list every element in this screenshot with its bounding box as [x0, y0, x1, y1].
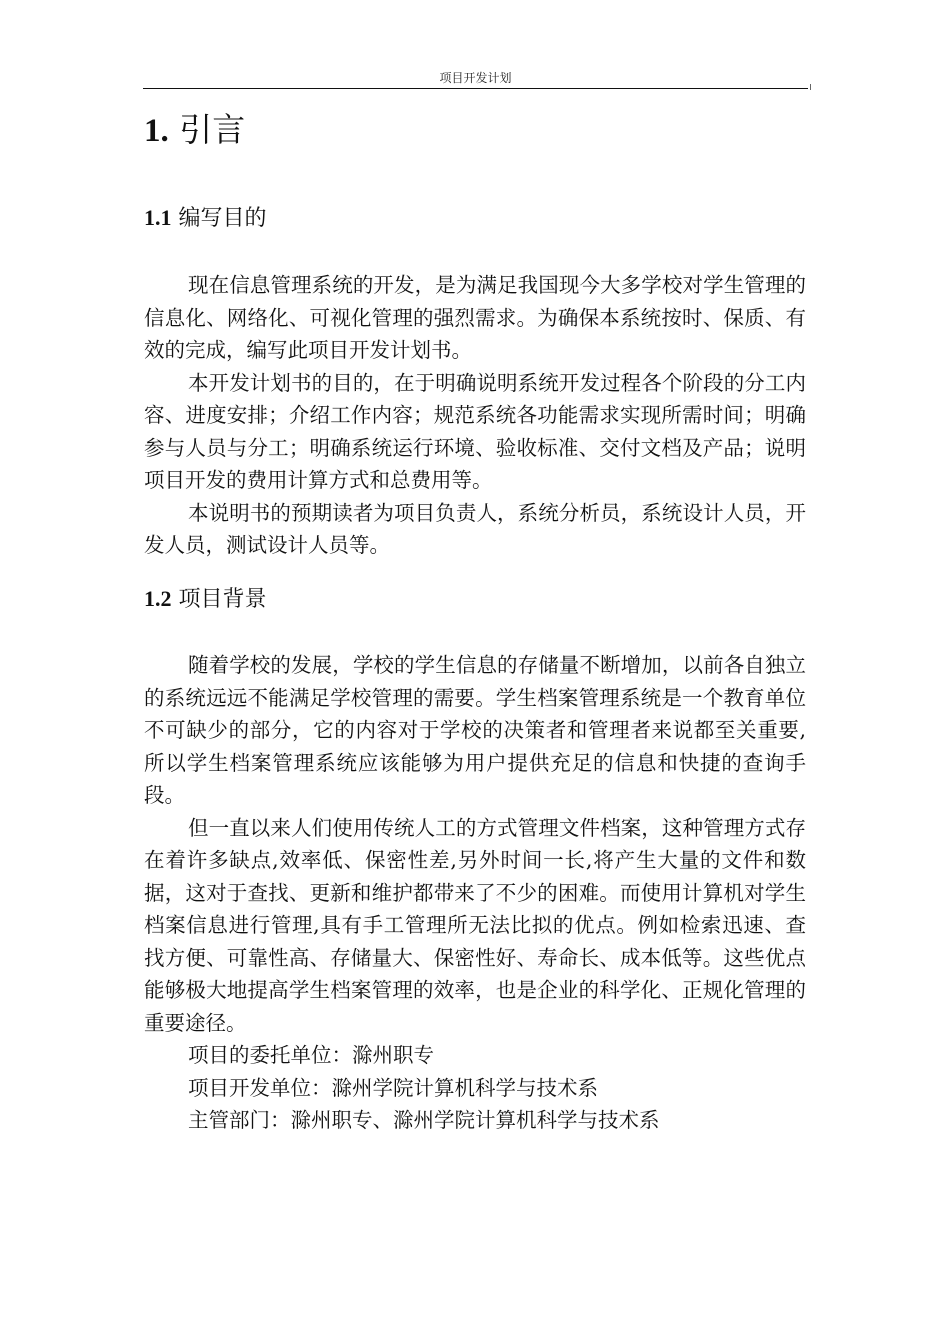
paragraph: 随着学校的发展，学校的学生信息的存储量不断增加，以前各自独立的系统远远不能满足学校管理的需要。学生档案管理系统是一个教育单位不可缺少的部分，它的内容对于学校的决策者和管理者来说都至关重要,所以学生档案管理系统应该能够为用户提供充足的信息和快捷的查询手段。: [144, 653, 806, 807]
client-unit-line: 项目的委托单位：滁州职专: [188, 1043, 434, 1067]
section-1-number: 1.: [144, 113, 169, 149]
section-1-2-heading: [144, 584, 267, 615]
section-1-2-title: 项目背景: [178, 587, 267, 612]
running-header: 项目开发计划: [439, 71, 512, 85]
developer-unit-line: 项目开发单位：滁州学院计算机科学与技术系: [188, 1075, 598, 1100]
header-rule: [143, 88, 808, 89]
paragraph: 但一直以来人们使用传统人工的方式管理文件档案，这种管理方式存在着许多缺点,效率低、保密性差,另外时间一长,将产生大量的文件和数据，这对于查找、更新和维护都带来了不少的困难。而使用计算机对学生档案信息进行管理,具有手工管理所无法比拟的优点。例如检索迅速、查找方便、可靠性高、存储量大、保密性好、寿命长、成本低等。这些优点能够极大地提高学生档案管理的效率，也是企业的科学化、正规化管理的重要途径。: [144, 815, 806, 1035]
section-1-heading: [144, 108, 245, 153]
section-1-2-body: [144, 649, 806, 1137]
section-1-2-number: 1.2: [144, 586, 172, 611]
header-margin-mark: [810, 84, 811, 90]
paragraph: 本开发计划书的目的，在于明确说明系统开发过程各个阶段的分工内容、进度安排；介绍工作内容；规范系统各功能需求实现所需时间；明确参与人员与分工；明确系统运行环境、验收标准、交付文档及产品；说明项目开发的费用计算方式和总费用等。: [144, 370, 806, 492]
section-1-1-title: 编写目的: [178, 206, 267, 231]
section-1-1-body: [144, 269, 806, 562]
section-1-title: 引言: [179, 110, 246, 149]
paragraph: 现在信息管理系统的开发，是为满足我国现今大多学校对学生管理的信息化、网络化、可视化管理的强烈需求。为确保本系统按时、保质、有效的完成，编写此项目开发计划书。: [144, 273, 806, 362]
section-1-1-number: 1.1: [144, 205, 172, 230]
paragraph: 本说明书的预期读者为项目负责人，系统分析员，系统设计人员，开发人员，测试设计人员等。: [144, 500, 806, 557]
supervising-department-line: 主管部门：滁州职专、滁州学院计算机科学与技术系: [188, 1108, 660, 1132]
section-1-1-heading: [144, 203, 267, 234]
